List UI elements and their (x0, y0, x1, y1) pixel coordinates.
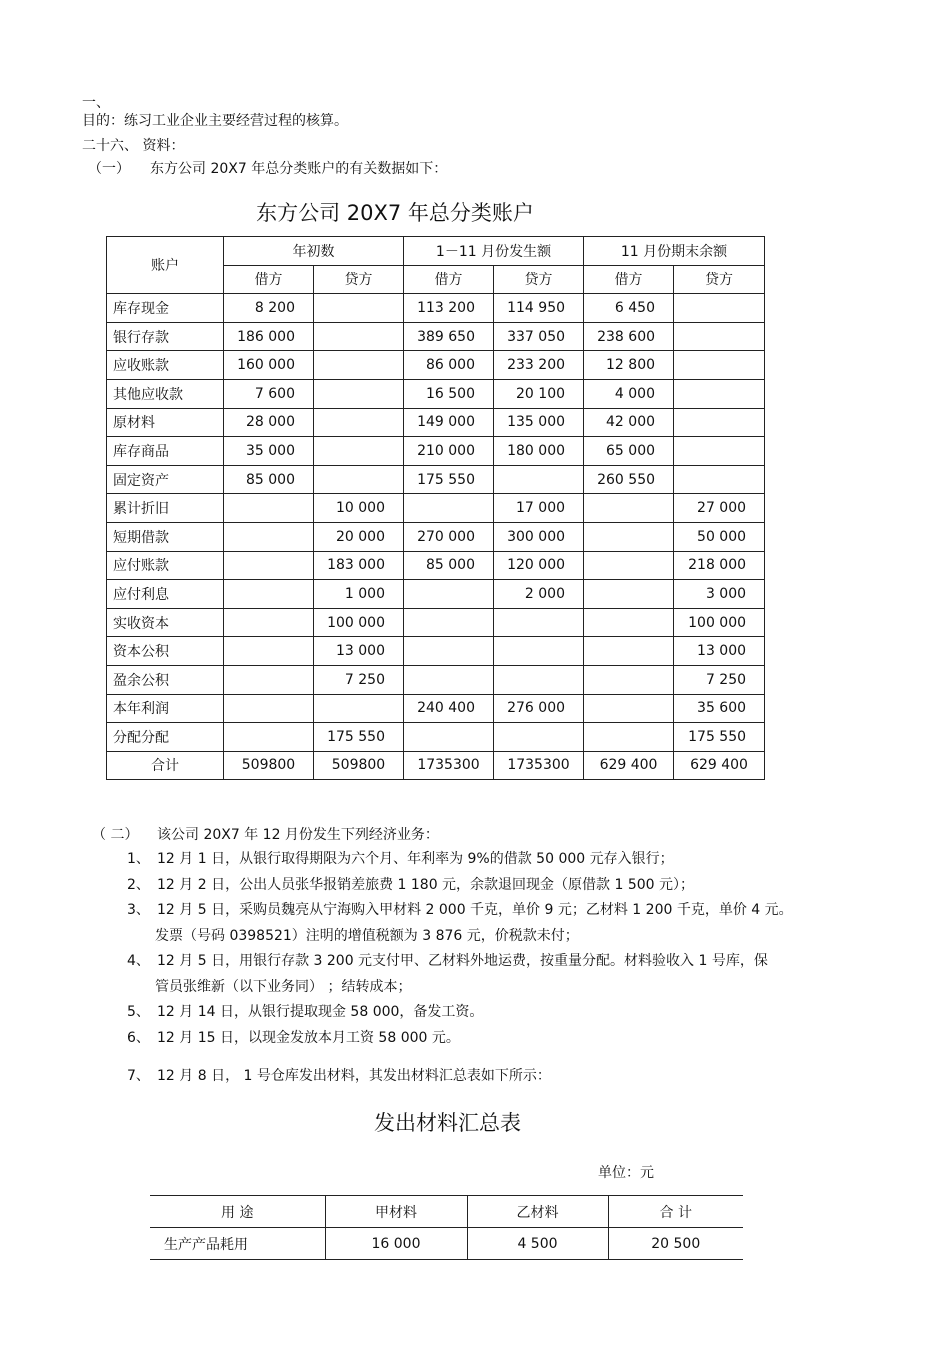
ledger-cell: 100 000 (314, 608, 404, 637)
ledger-cell: 7 250 (314, 665, 404, 694)
unit-label: 单位：元 (598, 1165, 654, 1181)
ledger-cell: 233 200 (494, 351, 584, 380)
account-name: 固定资产 (107, 465, 224, 494)
ledger-table (106, 236, 765, 780)
ledger-row (107, 465, 765, 494)
issue-header-total: 合 计 (608, 1196, 743, 1228)
ledger-cell: 186 000 (224, 322, 314, 351)
ledger-cell: 13 000 (674, 637, 765, 666)
header-credit: 贷方 (314, 265, 404, 294)
ledger-cell: 149 000 (404, 408, 494, 437)
ledger-cell (314, 351, 404, 380)
account-name: 应收账款 (107, 351, 224, 380)
ledger-cell: 509800 (314, 751, 404, 780)
ledger-cell (314, 379, 404, 408)
ledger-cell: 183 000 (314, 551, 404, 580)
ledger-cell (584, 580, 674, 609)
issue-title: 发出材料汇总表 (374, 1111, 521, 1135)
ledger-cell: 180 000 (494, 437, 584, 466)
subsection-1-number: （一） (88, 161, 130, 177)
ledger-cell (584, 694, 674, 723)
header-debit: 借方 (584, 265, 674, 294)
ledger-cell (584, 522, 674, 551)
header-account: 账户 (107, 237, 224, 294)
ledger-row (107, 494, 765, 523)
ledger-cell (674, 437, 765, 466)
ledger-cell: 210 000 (404, 437, 494, 466)
header-closing: 11 月份期末余额 (584, 237, 765, 266)
account-name: 原材料 (107, 408, 224, 437)
issue-header-use: 用 途 (150, 1196, 325, 1228)
section-number-1: 一、 (82, 95, 110, 111)
item-text: 发票（号码 0398521）注明的增值税额为 3 876 元，价税款未付； (155, 927, 579, 944)
ledger-cell (404, 494, 494, 523)
account-name: 应付利息 (107, 580, 224, 609)
account-name: 盈余公积 (107, 665, 224, 694)
ledger-cell: 6 450 (584, 294, 674, 323)
ledger-cell: 20 100 (494, 379, 584, 408)
ledger-cell: 65 000 (584, 437, 674, 466)
ledger-cell: 50 000 (674, 522, 765, 551)
issue-cell-b: 4 500 (467, 1228, 608, 1260)
ledger-cell (224, 580, 314, 609)
ledger-cell: 10 000 (314, 494, 404, 523)
ledger-cell: 175 550 (674, 723, 765, 752)
ledger-cell (674, 322, 765, 351)
account-name: 库存商品 (107, 437, 224, 466)
ledger-row (107, 665, 765, 694)
ledger-cell (494, 665, 584, 694)
account-name: 本年利润 (107, 694, 224, 723)
ledger-cell: 20 000 (314, 522, 404, 551)
ledger-row (107, 351, 765, 380)
ledger-cell: 120 000 (494, 551, 584, 580)
ledger-cell: 85 000 (224, 465, 314, 494)
item-number: 5、 (127, 1004, 150, 1020)
item-text: 12 月 5 日，用银行存款 3 200 元支付甲、乙材料外地运费，按重量分配。材料验收入 1 号库，保 (157, 953, 768, 969)
ledger-cell: 509800 (224, 751, 314, 780)
ledger-cell (494, 465, 584, 494)
ledger-cell (314, 408, 404, 437)
item-number: 7、 (127, 1068, 150, 1084)
ledger-cell: 13 000 (314, 637, 404, 666)
ledger-cell: 12 800 (584, 351, 674, 380)
ledger-cell (224, 522, 314, 551)
ledger-total-row (107, 751, 765, 780)
ledger-cell: 86 000 (404, 351, 494, 380)
ledger-title: 东方公司 20X7 年总分类账户 (256, 201, 534, 225)
ledger-cell (584, 665, 674, 694)
issue-header-b: 乙材料 (467, 1196, 608, 1228)
issue-cell-a: 16 000 (325, 1228, 467, 1260)
ledger-cell: 300 000 (494, 522, 584, 551)
ledger-cell (314, 694, 404, 723)
subsection-2-number: （ 二） (92, 827, 139, 843)
account-name: 实收资本 (107, 608, 224, 637)
issue-cell-total: 20 500 (608, 1228, 743, 1260)
item-text: 12 月 1 日，从银行取得期限为六个月、年利率为 9%的借款 50 000 元存入银行； (157, 851, 674, 867)
ledger-row (107, 608, 765, 637)
ledger-cell (584, 551, 674, 580)
account-name: 库存现金 (107, 294, 224, 323)
header-activity: 1－11 月份发生额 (404, 237, 584, 266)
ledger-cell: 337 050 (494, 322, 584, 351)
ledger-row (107, 408, 765, 437)
item-number: 6、 (127, 1029, 150, 1046)
ledger-cell (494, 637, 584, 666)
ledger-cell (584, 637, 674, 666)
ledger-cell (494, 723, 584, 752)
header-credit: 贷方 (494, 265, 584, 294)
ledger-row (107, 522, 765, 551)
ledger-cell: 175 550 (314, 723, 404, 752)
ledger-row (107, 694, 765, 723)
ledger-cell: 240 400 (404, 694, 494, 723)
ledger-cell (404, 580, 494, 609)
item-number: 2、 (127, 876, 150, 893)
account-name: 分配分配 (107, 723, 224, 752)
ledger-cell: 238 600 (584, 322, 674, 351)
ledger-cell (314, 437, 404, 466)
ledger-cell: 42 000 (584, 408, 674, 437)
ledger-row (107, 723, 765, 752)
ledger-cell: 4 000 (584, 379, 674, 408)
item-text: 12 月 2 日，公出人员张华报销差旅费 1 180 元，余款退回现金（原借款 1 500 元）； (157, 876, 695, 893)
subsection-1-text: 东方公司 20X7 年总分类账户的有关数据如下： (150, 161, 448, 177)
ledger-cell (314, 294, 404, 323)
ledger-cell (314, 322, 404, 351)
ledger-cell (674, 379, 765, 408)
header-credit: 贷方 (674, 265, 765, 294)
ledger-cell (584, 608, 674, 637)
ledger-cell (674, 408, 765, 437)
ledger-cell (224, 551, 314, 580)
ledger-cell: 389 650 (404, 322, 494, 351)
materials-heading: 二十六、 资料： (82, 138, 185, 154)
ledger-cell: 7 250 (674, 665, 765, 694)
ledger-cell (224, 494, 314, 523)
ledger-cell: 27 000 (674, 494, 765, 523)
account-name: 应付账款 (107, 551, 224, 580)
ledger-row (107, 580, 765, 609)
account-name: 资本公积 (107, 637, 224, 666)
header-opening: 年初数 (224, 237, 404, 266)
subsection-2-text: 该公司 20X7 年 12 月份发生下列经济业务： (157, 827, 439, 843)
item-text: 12 月 8 日， 1 号仓库发出材料，其发出材料汇总表如下所示： (157, 1068, 551, 1084)
ledger-cell: 1 000 (314, 580, 404, 609)
item-text: 管员张维新（以下业务同） ；结转成本； (155, 978, 412, 995)
ledger-cell (224, 723, 314, 752)
item-number: 3、 (127, 902, 150, 918)
ledger-cell: 16 500 (404, 379, 494, 408)
ledger-row (107, 322, 765, 351)
ledger-cell: 135 000 (494, 408, 584, 437)
account-name: 短期借款 (107, 522, 224, 551)
ledger-cell: 629 400 (584, 751, 674, 780)
issue-row (150, 1228, 743, 1260)
ledger-cell: 17 000 (494, 494, 584, 523)
ledger-cell (224, 665, 314, 694)
ledger-cell (404, 608, 494, 637)
issue-header-a: 甲材料 (325, 1196, 467, 1228)
ledger-cell (314, 465, 404, 494)
item-text: 12 月 15 日，以现金发放本月工资 58 000 元。 (157, 1029, 460, 1046)
ledger-cell: 276 000 (494, 694, 584, 723)
ledger-cell: 7 600 (224, 379, 314, 408)
item-text: 12 月 5 日，采购员魏亮从宁海购入甲材料 2 000 千克，单价 9 元；乙材料 1 200 千克，单价 4 元。 (157, 902, 793, 918)
ledger-cell: 8 200 (224, 294, 314, 323)
ledger-cell: 114 950 (494, 294, 584, 323)
ledger-cell (674, 465, 765, 494)
account-name: 累计折旧 (107, 494, 224, 523)
ledger-cell (674, 294, 765, 323)
ledger-cell (224, 694, 314, 723)
item-text: 12 月 14 日，从银行提取现金 58 000，备发工资。 (157, 1004, 484, 1020)
ledger-cell (404, 665, 494, 694)
ledger-row (107, 437, 765, 466)
ledger-row (107, 551, 765, 580)
ledger-cell (404, 637, 494, 666)
ledger-cell: 270 000 (404, 522, 494, 551)
ledger-cell: 35 600 (674, 694, 765, 723)
ledger-cell (674, 351, 765, 380)
item-number: 1、 (127, 851, 150, 867)
account-name: 合计 (107, 751, 224, 780)
ledger-cell (224, 637, 314, 666)
ledger-cell: 260 550 (584, 465, 674, 494)
ledger-cell (494, 608, 584, 637)
ledger-cell: 175 550 (404, 465, 494, 494)
ledger-cell: 85 000 (404, 551, 494, 580)
ledger-cell: 160 000 (224, 351, 314, 380)
issue-table (150, 1195, 743, 1260)
ledger-cell: 3 000 (674, 580, 765, 609)
ledger-cell: 28 000 (224, 408, 314, 437)
ledger-cell: 1735300 (494, 751, 584, 780)
ledger-cell: 100 000 (674, 608, 765, 637)
ledger-row (107, 294, 765, 323)
account-name: 其他应收款 (107, 379, 224, 408)
header-debit: 借方 (404, 265, 494, 294)
header-debit: 借方 (224, 265, 314, 294)
ledger-cell (404, 723, 494, 752)
ledger-cell: 629 400 (674, 751, 765, 780)
purpose-line: 目的：练习工业企业主要经营过程的核算。 (82, 113, 348, 129)
ledger-cell (584, 723, 674, 752)
ledger-cell (224, 608, 314, 637)
ledger-row (107, 379, 765, 408)
ledger-row (107, 637, 765, 666)
item-number: 4、 (127, 953, 150, 969)
ledger-cell: 1735300 (404, 751, 494, 780)
account-name: 银行存款 (107, 322, 224, 351)
ledger-cell: 2 000 (494, 580, 584, 609)
issue-cell-use: 生产产品耗用 (150, 1228, 325, 1260)
ledger-cell: 218 000 (674, 551, 765, 580)
ledger-cell: 35 000 (224, 437, 314, 466)
ledger-cell: 113 200 (404, 294, 494, 323)
ledger-cell (584, 494, 674, 523)
